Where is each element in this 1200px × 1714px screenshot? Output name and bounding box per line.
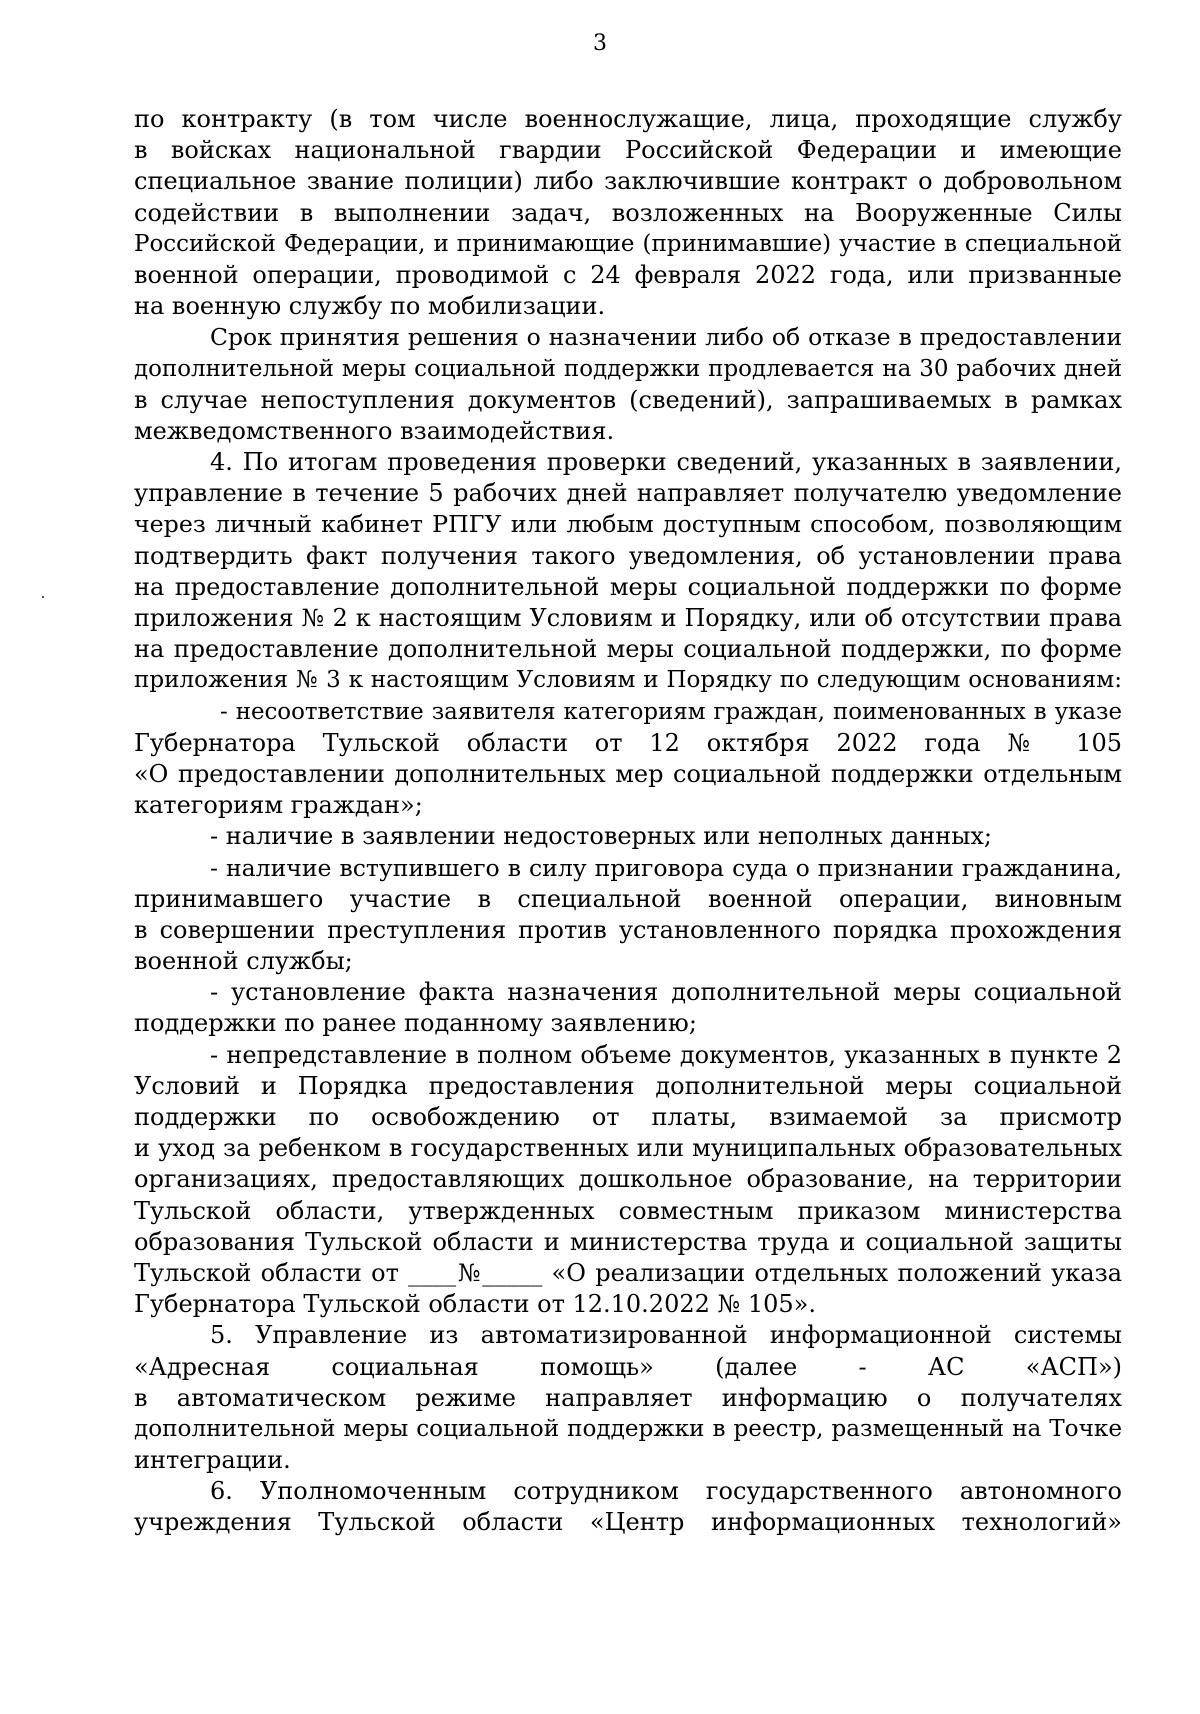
text-line: Губернатора Тульской области от 12 октября 2022 года № 105	[134, 728, 1122, 757]
text-line: в войсках национальной гвардии Российской Федерации и имеющие	[134, 136, 1122, 165]
text-line: организациях, предоставляющих дошкольное образование, на территории	[134, 1165, 1122, 1194]
text-line: «Адресная социальная помощь» (далее - АС «АСП»)	[134, 1352, 1122, 1381]
text-line: дополнительной меры социальной поддержки в реестр, размещенный на Точке	[134, 1415, 1122, 1442]
list-item-first-line: - наличие вступившего в силу приговора суда о признании гражданина,	[210, 853, 1122, 882]
text-line: управление в течение 5 рабочих дней направляет получателю уведомление	[134, 479, 1122, 508]
text-line: поддержки по ранее поданному заявлению;	[134, 1009, 697, 1038]
document-body	[134, 104, 1122, 1539]
text-line: в автоматическом режиме направляет информацию о получателях	[134, 1383, 1122, 1412]
text-line: учреждения Тульской области «Центр информационных технологий»	[134, 1508, 1122, 1537]
paragraph-first-line: 6. Уполномоченным сотрудником государственного автономного	[210, 1477, 1122, 1506]
text-line: Губернатора Тульской области от 12.10.2022 № 105».	[134, 1290, 816, 1319]
text-line: на предоставление дополнительной меры социальной поддержки, по форме	[134, 635, 1122, 664]
list-item-first-line: - непредставление в полном объеме документов, указанных в пункте 2	[210, 1040, 1122, 1069]
text-line: образования Тульской области и министерства труда и социальной защиты	[134, 1227, 1122, 1256]
paragraph-first-line: 4. По итогам проведения проверки сведений, указанных в заявлении,	[210, 448, 1122, 477]
text-line: поддержки по освобождению от платы, взимаемой за присмотр	[134, 1103, 1122, 1131]
text-line: «О предоставлении дополнительных мер социальной поддержки отдельным	[134, 759, 1122, 788]
text-line: и уход за ребенком в государственных или муниципальных образовательных	[134, 1134, 1122, 1163]
page-number: 3	[593, 31, 607, 56]
text-line: в случае непоступления документов (сведений), запрашиваемых в рамках	[134, 385, 1122, 414]
text-line: Российской Федерации, и принимающие (принимавшие) участие в специальной	[134, 230, 1122, 257]
scan-speck	[42, 596, 44, 598]
paragraph-first-line: 5. Управление из автоматизированной информационной системы	[210, 1321, 1122, 1350]
text-line: приложения № 2 к настоящим Условиям и Порядку, или об отсутствии права	[134, 604, 1122, 632]
text-line: в совершении преступления против установленного порядка прохождения	[134, 915, 1122, 944]
text-line: приложения № 3 к настоящим Условиям и Порядку по следующим основаниям:	[134, 667, 1122, 694]
text-line: категориям граждан»;	[134, 791, 423, 820]
text-line: специальное звание полиции) либо заключившие контракт о добровольном	[134, 167, 1122, 196]
text-line: через личный кабинет РПГУ или любым доступным способом, позволяющим	[134, 510, 1122, 539]
list-item-first-line: - несоответствие заявителя категориям граждан, поименованных в указе	[220, 698, 1122, 725]
text-line: на предоставление дополнительной меры социальной поддержки по форме	[134, 572, 1122, 601]
text-line: по контракту (в том числе военнослужащие, лица, проходящие службу	[134, 105, 1122, 133]
text-line: межведомственного взаимодействия.	[134, 416, 615, 445]
text-line: военной операции, проводимой с 24 февраля 2022 года, или призванные	[134, 260, 1122, 289]
text-line: подтвердить факт получения такого уведомления, об установлении права	[134, 541, 1122, 570]
paragraph-first-line: Срок принятия решения о назначении либо об отказе в предоставлении	[210, 323, 1122, 352]
text-line: интеграции.	[134, 1446, 291, 1475]
list-item-first-line: - установление факта назначения дополнительной меры социальной	[210, 978, 1122, 1007]
list-item-first-line: - наличие в заявлении недостоверных или неполных данных;	[210, 822, 992, 851]
text-line: Условий и Порядка предоставления дополнительной меры социальной	[134, 1071, 1122, 1100]
text-line: на военную службу по мобилизации.	[134, 292, 606, 321]
text-line: Тульской области от ____№_____ «О реализации отдельных положений указа	[134, 1258, 1122, 1287]
text-line: дополнительной меры социальной поддержки продлевается на 30 рабочих дней	[134, 355, 1122, 382]
text-line: принимавшего участие в специальной военной операции, виновным	[134, 884, 1122, 913]
text-line: Тульской области, утвержденных совместным приказом министерства	[134, 1196, 1122, 1225]
text-line: содействии в выполнении задач, возложенных на Вооруженные Силы	[134, 198, 1122, 227]
text-line: военной службы;	[134, 947, 353, 976]
